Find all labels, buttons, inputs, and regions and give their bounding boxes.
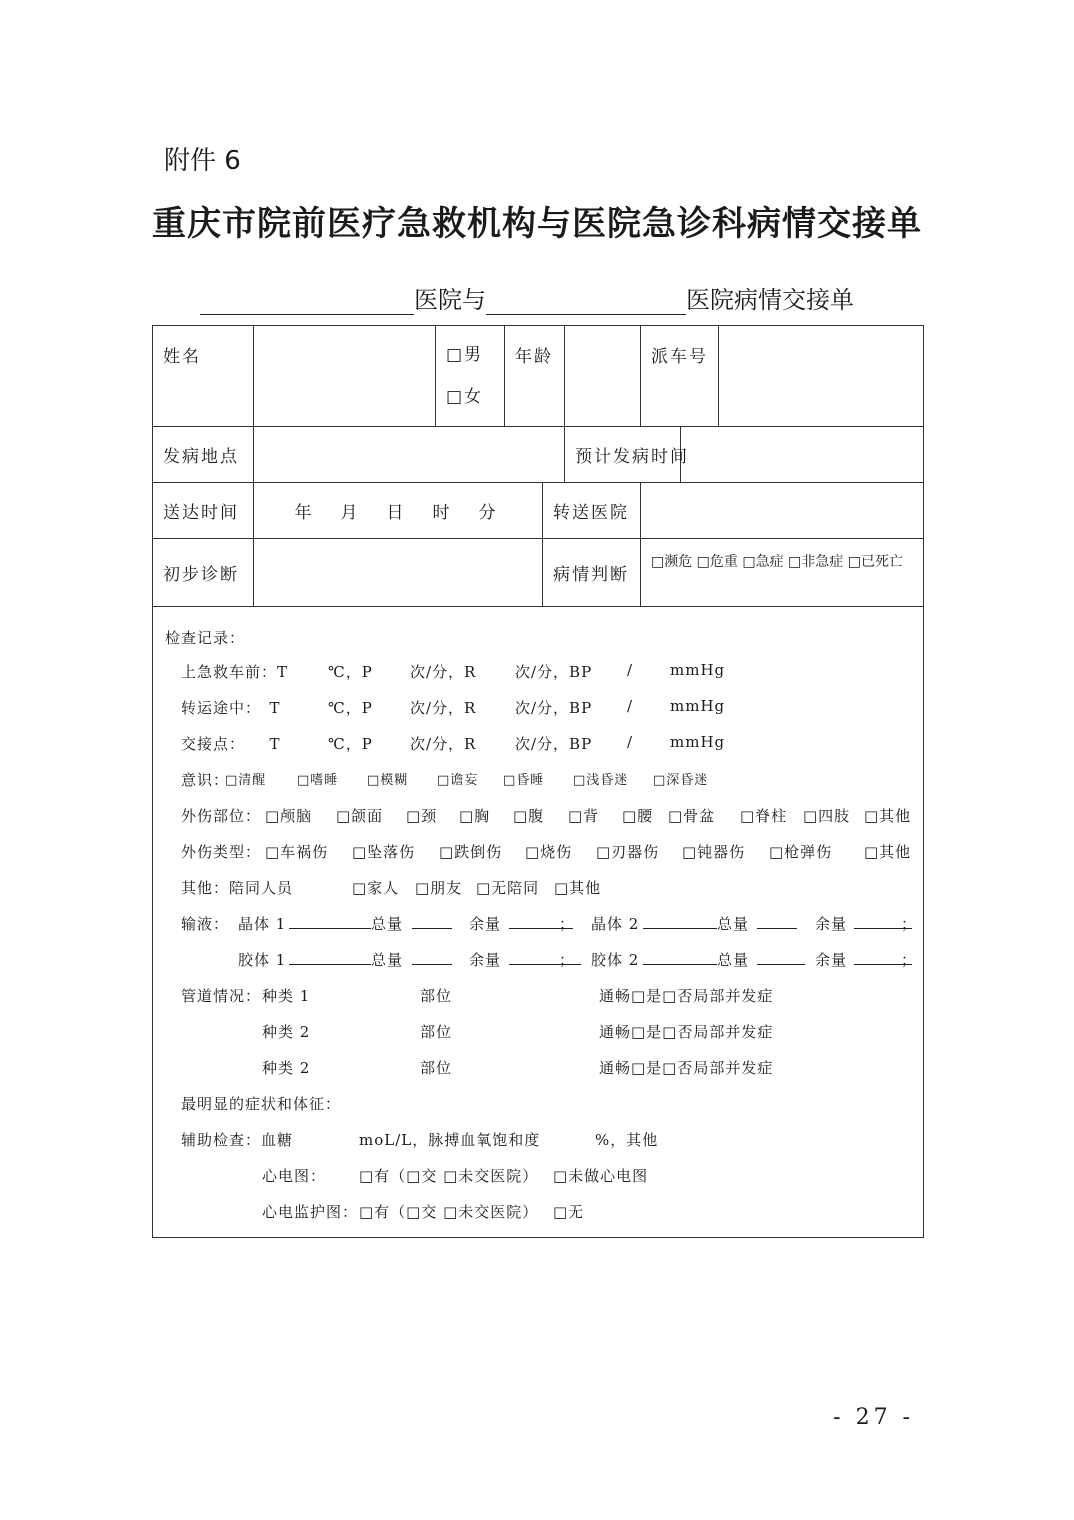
name-label: 姓名 <box>153 326 254 427</box>
est-onset-time-label: 预计发病时间 <box>565 427 681 483</box>
form-subtitle <box>200 280 854 315</box>
tube-row[interactable]: 管道情况： 种类 1 部位 通畅□是□否局部并发症 <box>181 987 774 1005</box>
form-title: 重庆市院前医疗急救机构与医院急诊科病情交接单 <box>152 204 922 244</box>
name-field[interactable] <box>254 326 436 427</box>
tube-row[interactable]: 种类 2 部位 通畅□是□否局部并发症 <box>262 1059 774 1077</box>
companion-row[interactable]: 其他：陪同人员 □家人 □朋友 □无陪同 □其他 <box>181 879 602 897</box>
exam-record-section <box>153 607 924 1238</box>
injury-type-row[interactable]: 外伤类型： □车祸伤 □坠落伤 □跌倒伤 □烧伤 □刃器伤 □钝器伤 □枪弹伤 □其他 <box>181 843 912 861</box>
severity-options[interactable]: □濒危 □危重 □急症 □非急症 □已死亡 <box>641 539 924 607</box>
onset-place-field[interactable] <box>254 427 565 483</box>
severity-label: 病情判断 <box>543 539 641 607</box>
hospital-b-blank[interactable] <box>486 290 686 315</box>
subtitle-part2: 医院病情交接单 <box>686 286 854 314</box>
colloid2-total-blank[interactable] <box>757 948 805 965</box>
diagnosis-field[interactable] <box>254 539 543 607</box>
subtitle-part1: 医院与 <box>414 286 486 314</box>
female-checkbox[interactable]: □女 <box>446 387 484 407</box>
infusion-row-crystalloid[interactable]: 输液： 晶体 1 总量 余量 ； 晶体 2 总量 余量 ； <box>163 907 913 943</box>
ecg-row[interactable]: 心电图： □有（□交 □未交医院） □未做心电图 <box>262 1167 649 1185</box>
male-checkbox[interactable]: □男 <box>446 345 484 365</box>
transfer-hospital-label: 转送医院 <box>543 483 641 539</box>
hospital-a-blank[interactable] <box>200 290 414 315</box>
attachment-label: 附件 6 <box>164 146 241 176</box>
aux-exam-row[interactable]: 辅助检查：血糖 moL/L，脉搏血氧饱和度 %，其他 <box>181 1131 659 1149</box>
transfer-hospital-field[interactable] <box>641 483 924 539</box>
vitals-row[interactable]: 交接点： T ℃，P 次/分，R 次/分，BP / mmHg <box>181 733 726 753</box>
vitals-row[interactable]: 转运途中： T ℃，P 次/分，R 次/分，BP / mmHg <box>181 697 726 717</box>
symptoms-row[interactable]: 最明显的症状和体征： <box>181 1095 342 1113</box>
colloid1-blank[interactable] <box>289 948 371 965</box>
dispatch-label: 派车号 <box>641 326 719 427</box>
age-label: 年龄 <box>505 326 565 427</box>
crystalloid1-blank[interactable] <box>289 912 371 929</box>
crystalloid2-total-blank[interactable] <box>757 912 797 929</box>
est-onset-time-field[interactable] <box>681 427 924 483</box>
handover-form-table <box>152 325 924 1238</box>
injury-site-row[interactable]: 外伤部位： □颅脑 □颌面 □颈 □胸 □腹 □背 □腰 □骨盆 □脊柱 □四肢 □其他 <box>181 807 912 825</box>
arrival-time-label: 送达时间 <box>153 483 254 539</box>
crystalloid2-blank[interactable] <box>643 912 717 929</box>
tube-row[interactable]: 种类 2 部位 通畅□是□否局部并发症 <box>262 1023 774 1041</box>
consciousness-row[interactable]: 意识： □清醒 □嗜睡 □模糊 □谵妄 □昏睡 □浅昏迷 □深昏迷 <box>181 771 709 789</box>
crystalloid1-total-blank[interactable] <box>412 912 452 929</box>
gender-options[interactable] <box>436 326 505 427</box>
age-field[interactable] <box>565 326 641 427</box>
arrival-time-field[interactable] <box>254 483 543 539</box>
page-number: - 27 - <box>833 1405 914 1430</box>
diagnosis-label: 初步诊断 <box>153 539 254 607</box>
colloid1-total-blank[interactable] <box>412 948 452 965</box>
onset-place-label: 发病地点 <box>153 427 254 483</box>
exam-heading: 检查记录： <box>165 629 246 647</box>
dispatch-field[interactable] <box>719 326 924 427</box>
monitor-row[interactable]: 心电监护图： □有（□交 □未交医院） □无 <box>262 1203 585 1221</box>
date-units: 年 月 日 时 分 <box>294 503 502 523</box>
infusion-row-colloid[interactable]: 胶体 1 总量 余量 ； 胶体 2 总量 余量 ； <box>163 943 913 979</box>
vitals-row[interactable]: 上急救车前：T ℃，P 次/分，R 次/分，BP / mmHg <box>181 661 726 681</box>
colloid2-blank[interactable] <box>643 948 717 965</box>
